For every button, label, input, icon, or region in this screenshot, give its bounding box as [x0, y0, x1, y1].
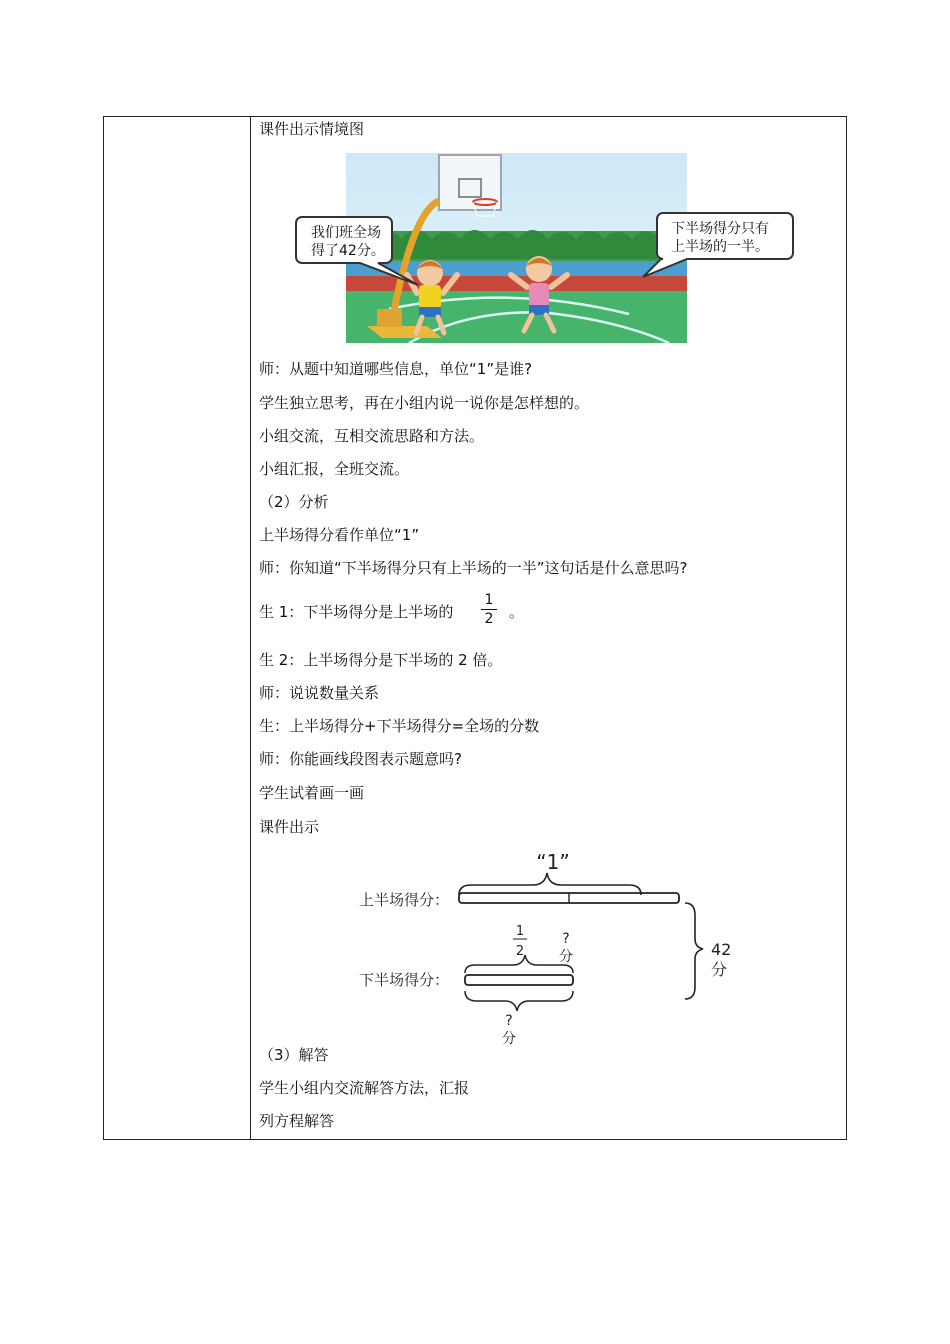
scene-illustration: [299, 151, 799, 351]
text-line: 列方程解答: [259, 1112, 335, 1130]
frac-num: 1: [515, 924, 525, 939]
fraction-numerator: 1: [484, 592, 494, 608]
text-line: 学生试着画一画: [259, 784, 365, 802]
column-divider: [250, 117, 251, 1139]
total-fen: 分: [711, 960, 728, 979]
text-line: 师：你知道“下半场得分只有上半场的一半”这句话是什么意思吗?: [259, 559, 688, 577]
text-line: 生 1：下半场得分是上半场的: [259, 603, 454, 621]
upper-label: 上半场得分：: [359, 891, 450, 909]
text-line: 上半场得分看作单位“1”: [259, 526, 420, 544]
lesson-table: [103, 116, 847, 1140]
text-line: 课件出示: [259, 818, 320, 836]
bubble-right-text-2: 上半场的一半。: [671, 239, 769, 255]
text-line: 生 2：上半场得分是下半场的 2 倍。: [259, 651, 503, 669]
frac-den: 2: [515, 944, 525, 959]
lower-fen: 分: [502, 1031, 516, 1047]
backboard: [439, 155, 501, 210]
text-line: 师：说说数量关系: [259, 684, 380, 702]
upper-brace: [459, 873, 641, 895]
upper-question: ?: [562, 931, 570, 947]
fraction-half: [481, 592, 497, 627]
bubble-left-text-2: 得了42分。: [311, 243, 385, 259]
fraction-denominator: 2: [484, 611, 494, 627]
text-line: 学生小组内交流解答方法，汇报: [259, 1079, 470, 1097]
text-line: 学生独立思考，再在小组内说一说你是怎样想的。: [259, 394, 590, 412]
text-line: 师：从题中知道哪些信息，单位“1”是谁?: [259, 360, 533, 378]
text-line: 师：你能画线段图表示题意吗?: [259, 750, 462, 768]
section-heading: （3）解答: [259, 1046, 329, 1064]
total-brace: [685, 903, 703, 999]
bubble-right-text-1: 下半场得分只有: [671, 221, 769, 237]
lower-segment: [465, 975, 573, 985]
total-number: 42: [711, 940, 732, 959]
unit-one-label: “1”: [536, 850, 570, 874]
text-line: 。: [509, 603, 525, 621]
line-segment-diagram: [339, 847, 759, 1047]
text-line: 生：上半场得分+下半场得分=全场的分数: [259, 717, 540, 735]
text-line: 课件出示情境图: [259, 120, 365, 138]
section-heading: （2）分析: [259, 493, 329, 511]
upper-fen: 分: [559, 949, 573, 965]
lower-label: 下半场得分：: [359, 971, 450, 989]
text-line: 小组汇报，全班交流。: [259, 460, 410, 478]
bubble-left-text-1: 我们班全场: [311, 225, 381, 241]
text-line: 小组交流，互相交流思路和方法。: [259, 427, 485, 445]
lower-bottom-brace: [465, 991, 573, 1011]
hoop-block: [377, 309, 402, 327]
lower-question: ?: [505, 1013, 513, 1029]
